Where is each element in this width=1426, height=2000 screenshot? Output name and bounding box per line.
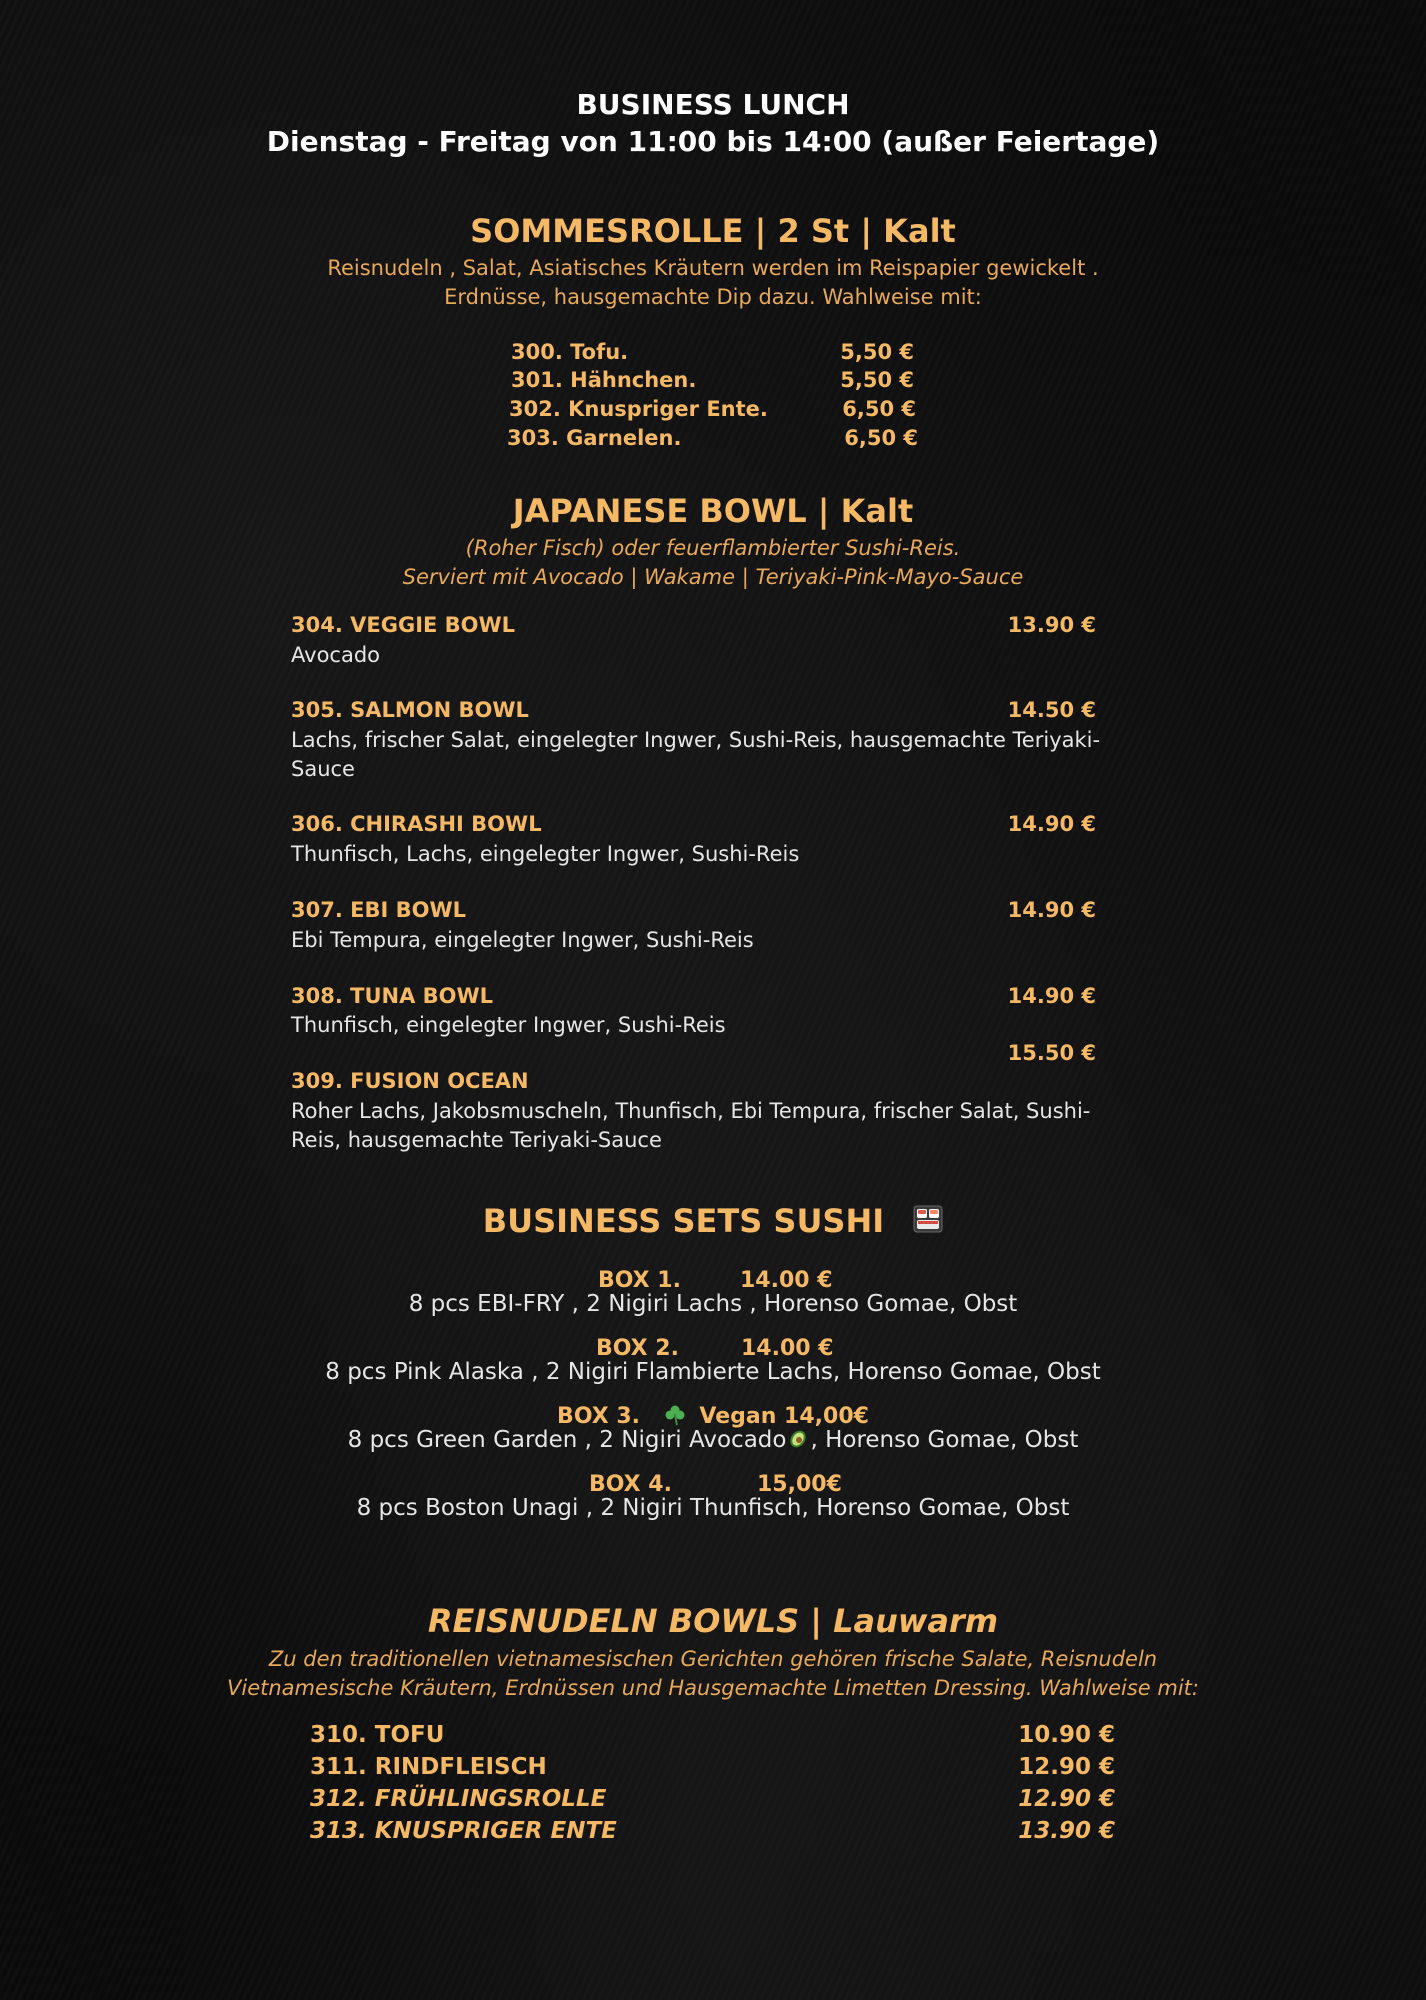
box-desc-part: , Horenso Gomae, Obst	[810, 1427, 1079, 1453]
page-subtitle: Dienstag - Freitag von 11:00 bis 14:00 (außer Feiertage)	[266, 125, 1160, 158]
box-price: 14.00 €	[740, 1268, 833, 1293]
menu-item-price: 10.90 €	[1018, 1722, 1115, 1748]
menu-item-desc: Avocado	[291, 643, 381, 667]
box-label: BOX 4.	[589, 1472, 672, 1497]
menu-item-name: 302. Knuspriger Ente.	[509, 397, 768, 421]
menu-item-price: 14.50 €	[1007, 698, 1096, 722]
section-title-reisnudeln: REISNUDELN BOWLS | Lauwarm	[427, 1602, 999, 1640]
menu-item-desc: Roher Lachs, Jakobsmuscheln, Thunfisch, Ebi Tempura, frischer Salat, Sushi-	[291, 1099, 1091, 1123]
menu-item-name: 312. FRÜHLINGSROLLE	[310, 1786, 607, 1812]
menu-item-price: 12.90 €	[1018, 1754, 1115, 1780]
box-desc-part: 8 pcs Green Garden , 2 Nigiri Avocado	[347, 1427, 787, 1453]
menu-item-desc: Ebi Tempura, eingelegter Ingwer, Sushi-Reis	[291, 928, 754, 952]
menu-item-price: 12.90 €	[1018, 1786, 1115, 1812]
vegan-tag: Vegan	[699, 1404, 777, 1429]
menu-item-price: 13.90 €	[1007, 613, 1096, 637]
box-price: 15,00€	[757, 1472, 842, 1497]
menu-item-name: 310. TOFU	[310, 1722, 445, 1748]
section-title-sommerrolle: SOMMESROLLE | 2 St | Kalt	[470, 212, 956, 250]
menu-item-name: 304. VEGGIE BOWL	[291, 613, 516, 637]
section-desc: Erdnüsse, hausgemachte Dip dazu. Wahlweise mit:	[444, 285, 982, 309]
menu-item-price: 5,50 €	[840, 368, 914, 392]
menu-item-name: 303. Garnelen.	[507, 426, 682, 450]
menu-item-name: 313. KNUSPRIGER ENTE	[310, 1818, 617, 1844]
menu-item-price: 6,50 €	[844, 426, 918, 450]
menu-item-name: 301. Hähnchen.	[511, 368, 697, 392]
box-price: 14.00 €	[741, 1336, 834, 1361]
box-label: BOX 1.	[598, 1268, 681, 1293]
box-desc: 8 pcs Pink Alaska , 2 Nigiri Flambierte Lachs, Horenso Gomae, Obst	[325, 1359, 1101, 1385]
menu-item-desc: Lachs, frischer Salat, eingelegter Ingwer, Sushi-Reis, hausgemachte Teriyaki-	[291, 728, 1101, 752]
menu-item-desc: Sauce	[291, 757, 355, 781]
menu-item-name: 306. CHIRASHI BOWL	[291, 812, 542, 836]
menu-item-name: 305. SALMON BOWL	[291, 698, 529, 722]
section-title-japanese-bowl: JAPANESE BOWL | Kalt	[512, 492, 914, 530]
menu-item-price: 14.90 €	[1007, 984, 1096, 1008]
menu-item-name: 311. RINDFLEISCH	[310, 1754, 547, 1780]
sushi-box-icon	[913, 1204, 943, 1242]
menu-item-price: 14.90 €	[1007, 898, 1096, 922]
box-desc	[0, 1427, 1426, 1455]
menu-item-name: 300. Tofu.	[511, 340, 629, 364]
section-title-business-sets	[0, 1202, 1426, 1242]
page-title: BUSINESS LUNCH	[576, 88, 850, 121]
section-desc: (Roher Fisch) oder feuerflambierter Sushi-Reis.	[465, 536, 961, 560]
box-label: BOX 3.	[557, 1404, 641, 1429]
menu-item-name: 309. FUSION OCEAN	[291, 1069, 529, 1093]
section-desc: Vietnamesische Kräutern, Erdnüssen und Hausgemachte Limetten Dressing. Wahlweise mit:	[227, 1676, 1199, 1700]
menu-item-name: 308. TUNA BOWL	[291, 984, 494, 1008]
box-label: BOX 2.	[596, 1336, 679, 1361]
box-desc: 8 pcs Boston Unagi , 2 Nigiri Thunfisch, Horenso Gomae, Obst	[356, 1495, 1070, 1521]
menu-item-desc: Thunfisch, eingelegter Ingwer, Sushi-Reis	[291, 1013, 726, 1037]
menu-item-price: 14.90 €	[1007, 812, 1096, 836]
menu-item-price: 5,50 €	[840, 340, 914, 364]
menu-item-price: 13.90 €	[1018, 1818, 1115, 1844]
menu-item-price: 15.50 €	[1007, 1041, 1096, 1065]
section-desc: Serviert mit Avocado | Wakame | Teriyaki-Pink-Mayo-Sauce	[402, 565, 1024, 589]
menu-item-desc: Reis, hausgemachte Teriyaki-Sauce	[291, 1128, 662, 1152]
section-desc: Reisnudeln , Salat, Asiatisches Kräutern werden im Reispapier gewickelt .	[327, 256, 1099, 280]
box-price: 14,00€	[784, 1404, 869, 1429]
section-title-text: BUSINESS SETS SUSHI	[482, 1202, 885, 1240]
menu-item-name: 307. EBI BOWL	[291, 898, 467, 922]
section-desc: Zu den traditionellen vietnamesischen Gerichten gehören frische Salate, Reisnudeln	[268, 1647, 1158, 1671]
avocado-icon	[787, 1427, 809, 1455]
box-desc: 8 pcs EBI-FRY , 2 Nigiri Lachs , Horenso Gomae, Obst	[408, 1291, 1018, 1317]
menu-item-price: 6,50 €	[842, 397, 916, 421]
menu-item-desc: Thunfisch, Lachs, eingelegter Ingwer, Sushi-Reis	[291, 842, 800, 866]
